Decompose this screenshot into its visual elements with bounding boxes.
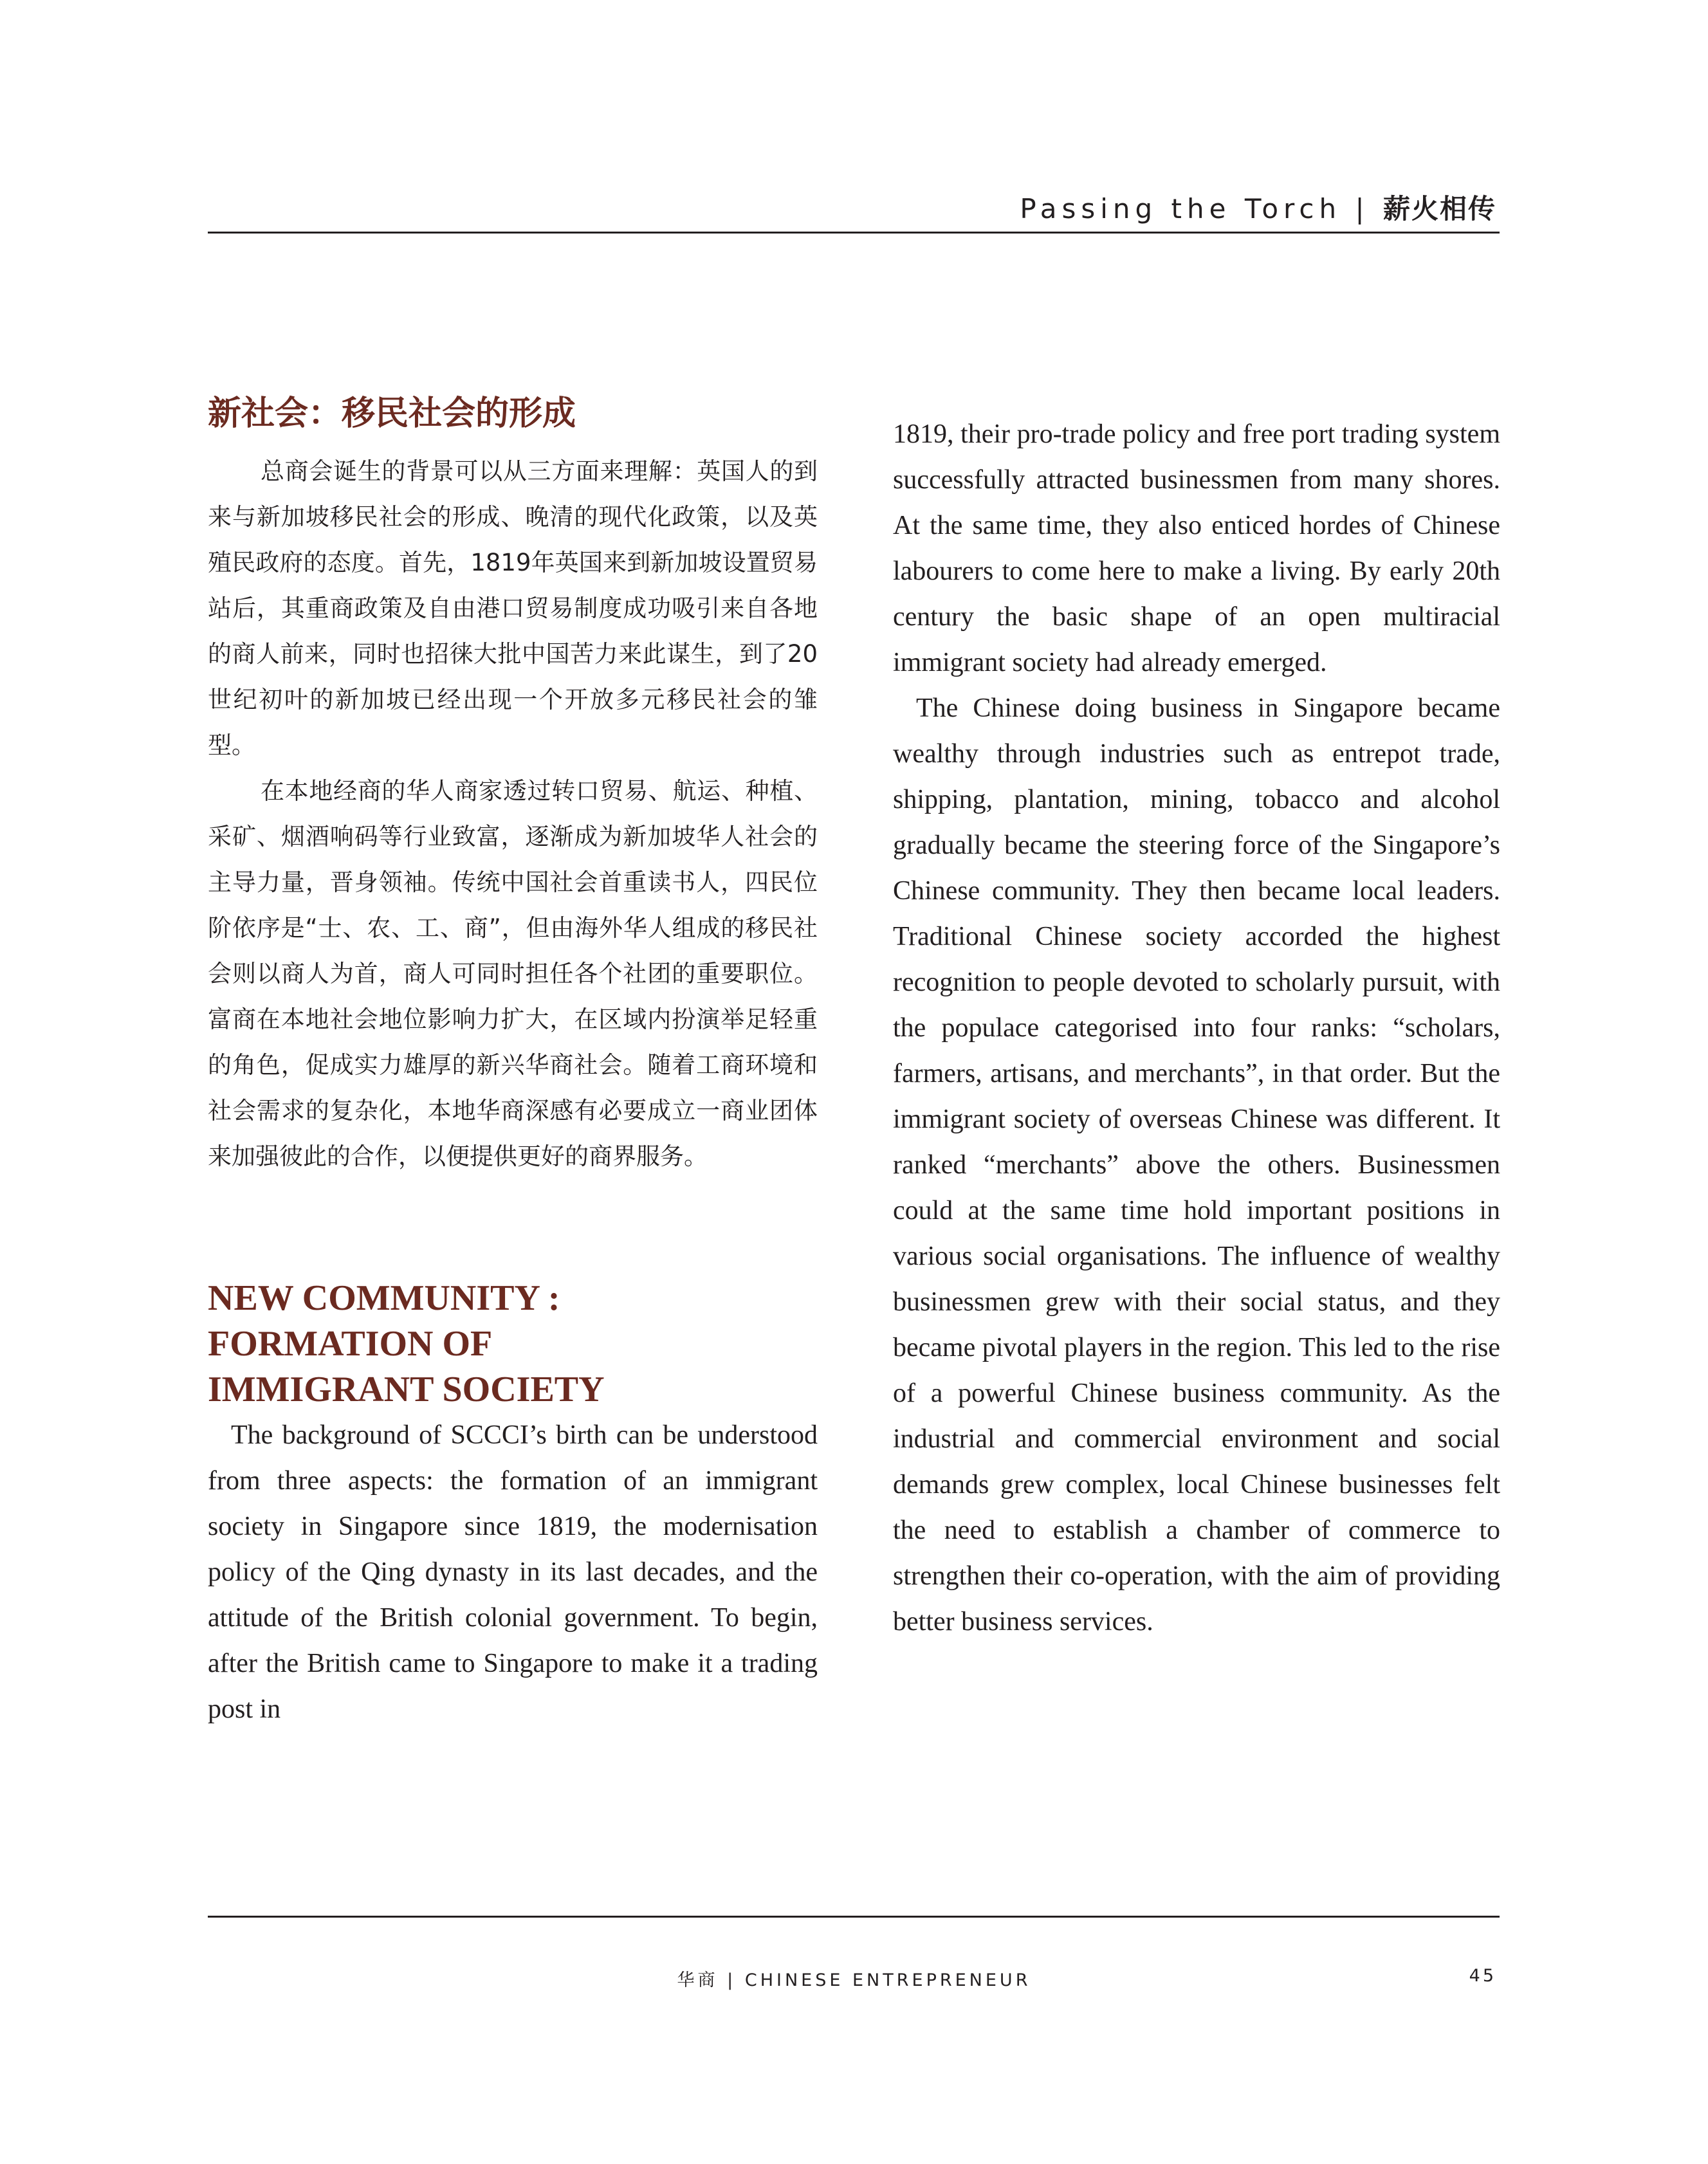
footer-separator: | xyxy=(727,1970,737,1990)
footer-publication xyxy=(0,1966,1708,1991)
footer-publication-en: CHINESE ENTREPRENEUR xyxy=(744,1970,1031,1990)
english-paragraph-1: The background of SCCCI’s birth can be understood from three aspects: the formation of an immigrant society in Singapore since 1819, the modernisation policy of the Qing dynasty in its last decades, and the attitude of the British colonial government. To begin, after the British came to Singapore to make it a trading post in xyxy=(208,1420,818,1724)
running-header xyxy=(1020,188,1496,226)
english-paragraph-2: The Chinese doing business in Singapore became wealthy through industries such as entrepot trade, shipping, plantation, mining, tobacco and alcohol gradually became the steering force of the Singapore’s Chinese community. They then became local leaders. Traditional Chinese society accorded the highest recognition to people devoted to scholarly pursuit, with the populace categorised into four ranks: “scholars, farmers, artisans, and merchants”, in that order. But the immigrant society of overseas Chinese was different. It ranked “merchants” above the others. Businessmen could at the same time hold important positions in various social organisations. The influence of wealthy businessmen grew with their social status, and they became pivotal players in the region. This led to the rise of a powerful Chinese business community. As the industrial and commercial environment and social demands grew complex, local Chinese businesses felt the need to establish a chamber of commerce to strengthen their co-operation, with the aim of providing better business services. xyxy=(893,693,1500,1637)
footer-rule xyxy=(208,1916,1500,1918)
chinese-section-title: 新社会：移民社会的形成 xyxy=(208,394,576,433)
english-title-line-3: IMMIGRANT SOCIETY xyxy=(208,1370,605,1409)
header-title-cn: 薪火相传 xyxy=(1382,193,1496,225)
header-separator: | xyxy=(1355,193,1370,225)
header-rule xyxy=(208,232,1500,234)
english-title-line-2: FORMATION OF xyxy=(208,1324,493,1364)
chinese-paragraph-1: 总商会诞生的背景可以从三方面来理解：英国人的到来与新加坡移民社会的形成、晚清的现代化政策，以及英殖民政府的态度。首先，1819年英国来到新加坡设置贸易站后，其重商政策及自由港口贸易制度成功吸引来自各地的商人前来，同时也招徕大批中国苦力来此谋生，到了20世纪初叶的新加坡已经出现一个开放多元移民社会的雏型。 xyxy=(208,457,818,759)
english-paragraph-continued: 1819, their pro-trade policy and free port trading system successfully attracted businessmen from many shores. At the same time, they also enticed hordes of Chinese labourers to come here to make a living. By early 20th century the basic shape of an open multiracial immigrant society had already emerged. xyxy=(893,419,1500,677)
chinese-paragraph-2: 在本地经商的华人商家透过转口贸易、航运、种植、采矿、烟酒响码等行业致富，逐渐成为新加坡华人社会的主导力量，晋身领袖。传统中国社会首重读书人，四民位阶依序是“士、农、工、商”，但由海外华人组成的移民社会则以商人为首，商人可同时担任各个社团的重要职位。富商在本地社会地位影响力扩大，在区域内扮演举足轻重的角色，促成实力雄厚的新兴华商社会。随着工商环境和社会需求的复杂化，本地华商深感有必要成立一商业团体来加强彼此的合作，以便提供更好的商界服务。 xyxy=(208,777,818,1170)
footer-publication-cn: 华商 xyxy=(677,1970,719,1990)
left-column xyxy=(208,392,818,1732)
english-section-title xyxy=(208,1276,818,1413)
page-number: 45 xyxy=(1469,1966,1496,1986)
english-title-line-1: NEW COMMUNITY : xyxy=(208,1278,560,1318)
right-column xyxy=(893,412,1500,1645)
header-title-en: Passing the Torch xyxy=(1020,193,1342,225)
